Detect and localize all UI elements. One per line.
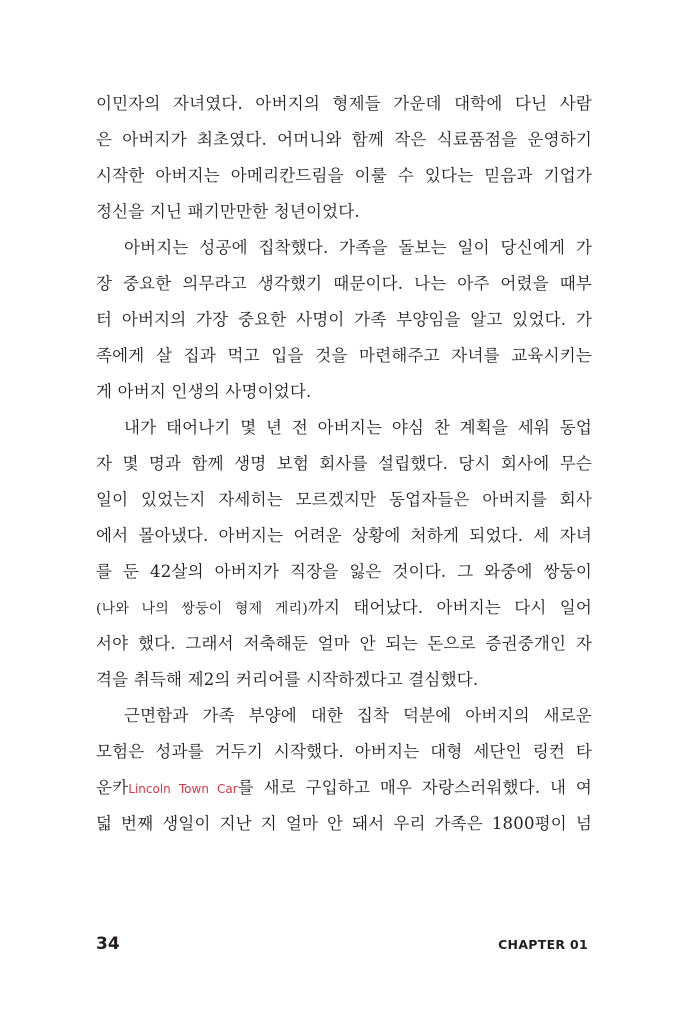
text-line: 에서 몰아냈다. 아버지는 어려운 상황에 처하게 되었다. 세 자녀 bbox=[96, 526, 592, 545]
text-line: 모험은 성과를 거두기 시작했다. 아버지는 대형 세단인 링컨 타 bbox=[96, 742, 592, 761]
text-line: 일이 있었는지 자세히는 모르겠지만 동업자들은 아버지를 회사 bbox=[96, 490, 592, 509]
text-line: 이민자의 자녀였다. 아버지의 형제들 가운데 대학에 다닌 사람 bbox=[96, 94, 592, 113]
text-run: 운카 bbox=[96, 778, 129, 797]
text-line: 내가 태어나기 몇 년 전 아버지는 야심 찬 계획을 세워 동업 bbox=[124, 418, 592, 437]
text-line: 정신을 지닌 패기만만한 청년이었다. bbox=[96, 202, 360, 221]
english-gloss: Lincoln Town Car bbox=[128, 782, 238, 796]
text-line: 은 아버지가 최초였다. 어머니와 함께 작은 식료품점을 운영하기 bbox=[96, 130, 592, 149]
text-line: 자 몇 명과 함께 생명 보험 회사를 설립했다. 당시 회사에 무슨 bbox=[96, 454, 592, 473]
body-text bbox=[96, 86, 592, 842]
text-line: 게 아버지 인생의 사명이었다. bbox=[96, 382, 312, 401]
text-line: 를 둔 42살의 아버지가 직장을 잃은 것이다. 그 와중에 쌍둥이 bbox=[96, 562, 592, 581]
page-number: 34 bbox=[96, 934, 120, 954]
text-line: 족에게 살 집과 먹고 입을 것을 마련해주고 자녀를 교육시키는 bbox=[96, 346, 592, 365]
text-line: 아버지는 성공에 집착했다. 가족을 돌보는 일이 당신에게 가 bbox=[124, 238, 592, 257]
text-run: 를 새로 구입하고 매우 자랑스러워했다. 내 여 bbox=[237, 778, 592, 797]
text-line: 덟 번째 생일이 지난 지 얼마 안 돼서 우리 가족은 1800평이 넘 bbox=[96, 814, 592, 833]
text-line: 서야 했다. 그래서 저축해둔 얼마 안 되는 돈으로 증권중개인 자 bbox=[96, 634, 592, 653]
running-head: CHAPTER 01 bbox=[498, 937, 588, 952]
parenthetical-note: (나와 나의 쌍둥이 형제 게리) bbox=[96, 601, 308, 617]
text-line: 근면함과 가족 부양에 대한 집착 덕분에 아버지의 새로운 bbox=[124, 706, 592, 725]
text-line: 터 아버지의 가장 중요한 사명이 가족 부양임을 알고 있었다. 가 bbox=[96, 310, 592, 329]
text-line: 시작한 아버지는 아메리칸드림을 이룰 수 있다는 믿음과 기업가 bbox=[96, 166, 592, 185]
text-run: 까지 태어났다. 아버지는 다시 일어 bbox=[307, 598, 592, 617]
text-line-with-gloss bbox=[96, 770, 592, 806]
text-line-with-parenthetical bbox=[96, 590, 592, 626]
text-line: 장 중요한 의무라고 생각했기 때문이다. 나는 아주 어렸을 때부 bbox=[96, 274, 592, 293]
text-line: 격을 취득해 제2의 커리어를 시작하겠다고 결심했다. bbox=[96, 670, 479, 689]
